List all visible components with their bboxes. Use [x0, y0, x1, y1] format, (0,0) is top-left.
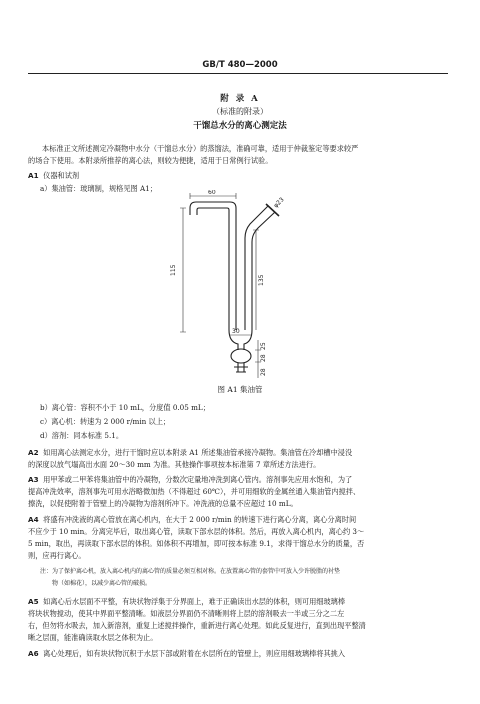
- section-a1-heading: [28, 170, 460, 182]
- section-a5-line-1: [28, 596, 460, 608]
- dim-diameter: φ23: [272, 196, 286, 210]
- section-a3-text-1: 用甲苯或二甲苯将集油管中的冷凝物，分数次定量地冲洗到离心管内。溶剂事先应用水饱和，为了: [43, 475, 353, 484]
- section-a6-text-1: 离心处理后，如有块状物沉积于水层下部或附着在水层所在的管壁上，则应用细玻璃棒将其挑入: [43, 649, 346, 658]
- section-a5-line-4: 晰之层面，能准确读取水层之体积为止。: [28, 633, 158, 642]
- tube-bulb: [231, 349, 251, 363]
- appendix-title: 附 录 A: [220, 94, 260, 104]
- section-a3-line-2: 提高冲洗效率，溶剂事先可用水浴略微加热（不得超过 60℃），并可用细软的金属丝通入集油管内搅拌、: [28, 487, 361, 496]
- section-a4-label: A4: [28, 515, 39, 524]
- section-a6-label: A6: [28, 649, 39, 658]
- item-a: a）集油管：玻璃制，规格见图 A1；: [40, 184, 157, 193]
- intro-line-2: 的场合下使用。本附录所推荐的离心法，则较为便捷，适用于日常例行试验。: [28, 156, 273, 165]
- section-a4-line-4: 则，应再行离心。: [28, 551, 86, 560]
- section-a3-label: A3: [28, 475, 39, 484]
- section-a6-line-1: [28, 648, 460, 660]
- note-line-2: 物（如棉花），以减少离心管的破损。: [52, 580, 152, 587]
- section-a5-line-2: 将块状物搅动，使其中界面平整清晰。如液层分界面仍不清晰则将上层的溶剂吸去一半或三分之二左: [28, 609, 345, 618]
- standard-header: GB/T 480—2000: [202, 60, 278, 70]
- item-b: b）离心管：容积不小于 10 mL，分度值 0.05 mL；: [40, 403, 210, 412]
- header-rule: [28, 73, 448, 74]
- section-a1-title: 仪器和试剂: [43, 171, 80, 180]
- section-a4-text-1: 将盛有冲洗液的离心管放在离心机内，在大于 2 000 r/min 的转速下进行离心分离，离心分离时间: [43, 515, 357, 524]
- section-a2-line-2: 的深度以放气塌高出水面 20～30 mm 为准。其他操作事项按本标准第 7 章所述方法进行。: [28, 460, 321, 469]
- section-a3-line-3: 擦洗，以促使附着于管壁上的冷凝物为溶剂所冲下。冲洗液的总量不应超过 10 mL。: [28, 499, 298, 508]
- section-a2-text-1: 如用离心法测定水分，进行干馏时应以本附录 A1 所述集油管承接冷凝物。集油管在冷却槽中浸没: [43, 448, 353, 457]
- section-a3-line-1: [28, 474, 460, 486]
- section-a4-line-2: 不应少于 10 min。分离完毕后，取出离心管，读取下部水层的体积。然后，再放入离心机内，离心约 3～: [28, 527, 365, 536]
- dim-bottom-c: 28: [260, 368, 267, 376]
- note-line-1: 注：为了保护离心机，放入离心机内的离心管的质量必须互相对称。在放置离心管的套管中可放入少许脱脂的衬垫: [40, 568, 341, 575]
- section-a4-line-1: [28, 514, 460, 526]
- appendix-subtitle: （标准的附录）: [212, 107, 268, 116]
- dim-top-width: 60: [208, 190, 216, 196]
- appendix-heading: 干馏总水分的离心测定法: [193, 121, 287, 131]
- section-a5-label: A5: [28, 597, 39, 606]
- section-a1-label: A1: [28, 171, 39, 180]
- dim-bottom-b: 28: [260, 354, 267, 362]
- item-c: c）离心机：转速为 2 000 r/min 以上；: [40, 417, 171, 426]
- dim-left-height: 115: [170, 264, 177, 276]
- tube-right-arm: [252, 212, 275, 330]
- section-a2-label: A2: [28, 448, 39, 457]
- dim-bottom-a: 25: [260, 342, 267, 350]
- section-a5-line-3: 右，但勿将水吸去，加入新溶剂，重复上述搅拌操作，重新进行离心处理。如此反复进行，直到出现平整清: [28, 621, 366, 630]
- dim-right-height: 135: [258, 274, 265, 286]
- section-a5-text-1: 如离心后水层面不平整，有块状物浮集于分界面上，难于正确读出水层的体积，则可用细玻璃棒: [43, 597, 346, 606]
- oil-collector-figure: [150, 190, 320, 380]
- intro-line-1: 本标准正文所述测定冷凝物中水分（干馏总水分）的蒸馏法，准确可靠，适用于仲裁鉴定等要求较严: [42, 144, 359, 153]
- dim-mid: 30: [232, 328, 240, 335]
- section-a4-line-3: 5 min，取出，再读取下部水层的体积。如体积不再增加，即可按本标准 9.1，求得干馏总水分的质量，否: [28, 539, 365, 548]
- item-d: d）溶剂：同本标准 5.1。: [40, 431, 124, 440]
- section-a2-line-1: [28, 447, 460, 459]
- figure-caption: 图 A1 集油管: [217, 385, 263, 394]
